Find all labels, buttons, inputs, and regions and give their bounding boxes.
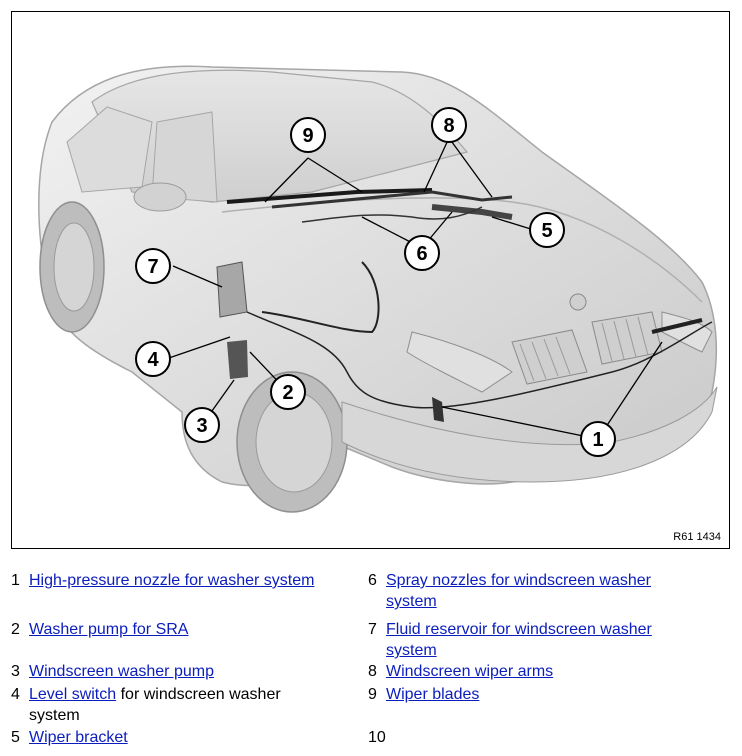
legend-number: 4 [11, 686, 20, 703]
legend-link[interactable]: Washer pump for SRA [29, 621, 189, 638]
side-mirror [134, 183, 186, 211]
callout-number: 8 [443, 115, 455, 137]
callout-number: 5 [541, 220, 553, 242]
callout-number: 7 [147, 256, 159, 278]
callout-4 [136, 342, 170, 376]
callout-2 [271, 375, 305, 409]
car-diagram-figure [11, 11, 730, 549]
legend-text [29, 570, 329, 591]
legend-number: 2 [11, 621, 20, 638]
legend-link[interactable]: High-pressure nozzle for washer system [29, 572, 315, 589]
figure-code: R61 1434 [673, 531, 721, 543]
legend-text [29, 619, 329, 640]
callout-7 [136, 249, 170, 283]
callout-9 [291, 118, 325, 152]
legend-number: 5 [11, 729, 20, 746]
legend-link[interactable]: Windscreen washer pump [29, 663, 214, 680]
callout-5 [530, 213, 564, 247]
callout-number: 2 [282, 382, 294, 404]
legend-text [29, 727, 329, 748]
legend-link[interactable]: Level switch [29, 686, 117, 703]
legend-number: 7 [368, 621, 377, 638]
car-illustration [12, 12, 730, 549]
legend-number: 6 [368, 572, 377, 589]
callout-number: 4 [147, 349, 159, 371]
callout-6 [405, 236, 439, 270]
legend-text [386, 684, 686, 705]
callout-number: 1 [592, 429, 604, 451]
badge [570, 294, 586, 310]
legend-rest-text: for windscreen washer system [29, 686, 281, 724]
callout-3 [185, 408, 219, 442]
legend-text [386, 619, 686, 661]
legend-link[interactable]: Spray nozzles for windscreen washer system [386, 572, 652, 610]
legend-link[interactable]: Fluid reservoir for windscreen washer system [386, 621, 652, 659]
rear-wheel-rim [54, 223, 94, 311]
callout-8 [432, 108, 466, 142]
legend-number: 1 [11, 572, 20, 589]
callout-1 [581, 422, 615, 456]
reservoir-part [217, 262, 247, 317]
legend-link[interactable]: Windscreen wiper arms [386, 663, 554, 680]
legend-number: 9 [368, 686, 377, 703]
legend-link[interactable]: Wiper blades [386, 686, 480, 703]
legend-number: 10 [368, 729, 386, 746]
legend-text [386, 570, 686, 612]
legend-text [386, 661, 686, 682]
legend-link[interactable]: Wiper bracket [29, 729, 128, 746]
callout-number: 9 [302, 125, 314, 147]
callout-number: 6 [416, 243, 428, 265]
legend-number: 8 [368, 663, 377, 680]
legend-number: 3 [11, 663, 20, 680]
pump-part [227, 340, 248, 379]
legend-text [29, 661, 329, 682]
callout-number: 3 [196, 415, 208, 437]
legend-text [29, 684, 329, 726]
